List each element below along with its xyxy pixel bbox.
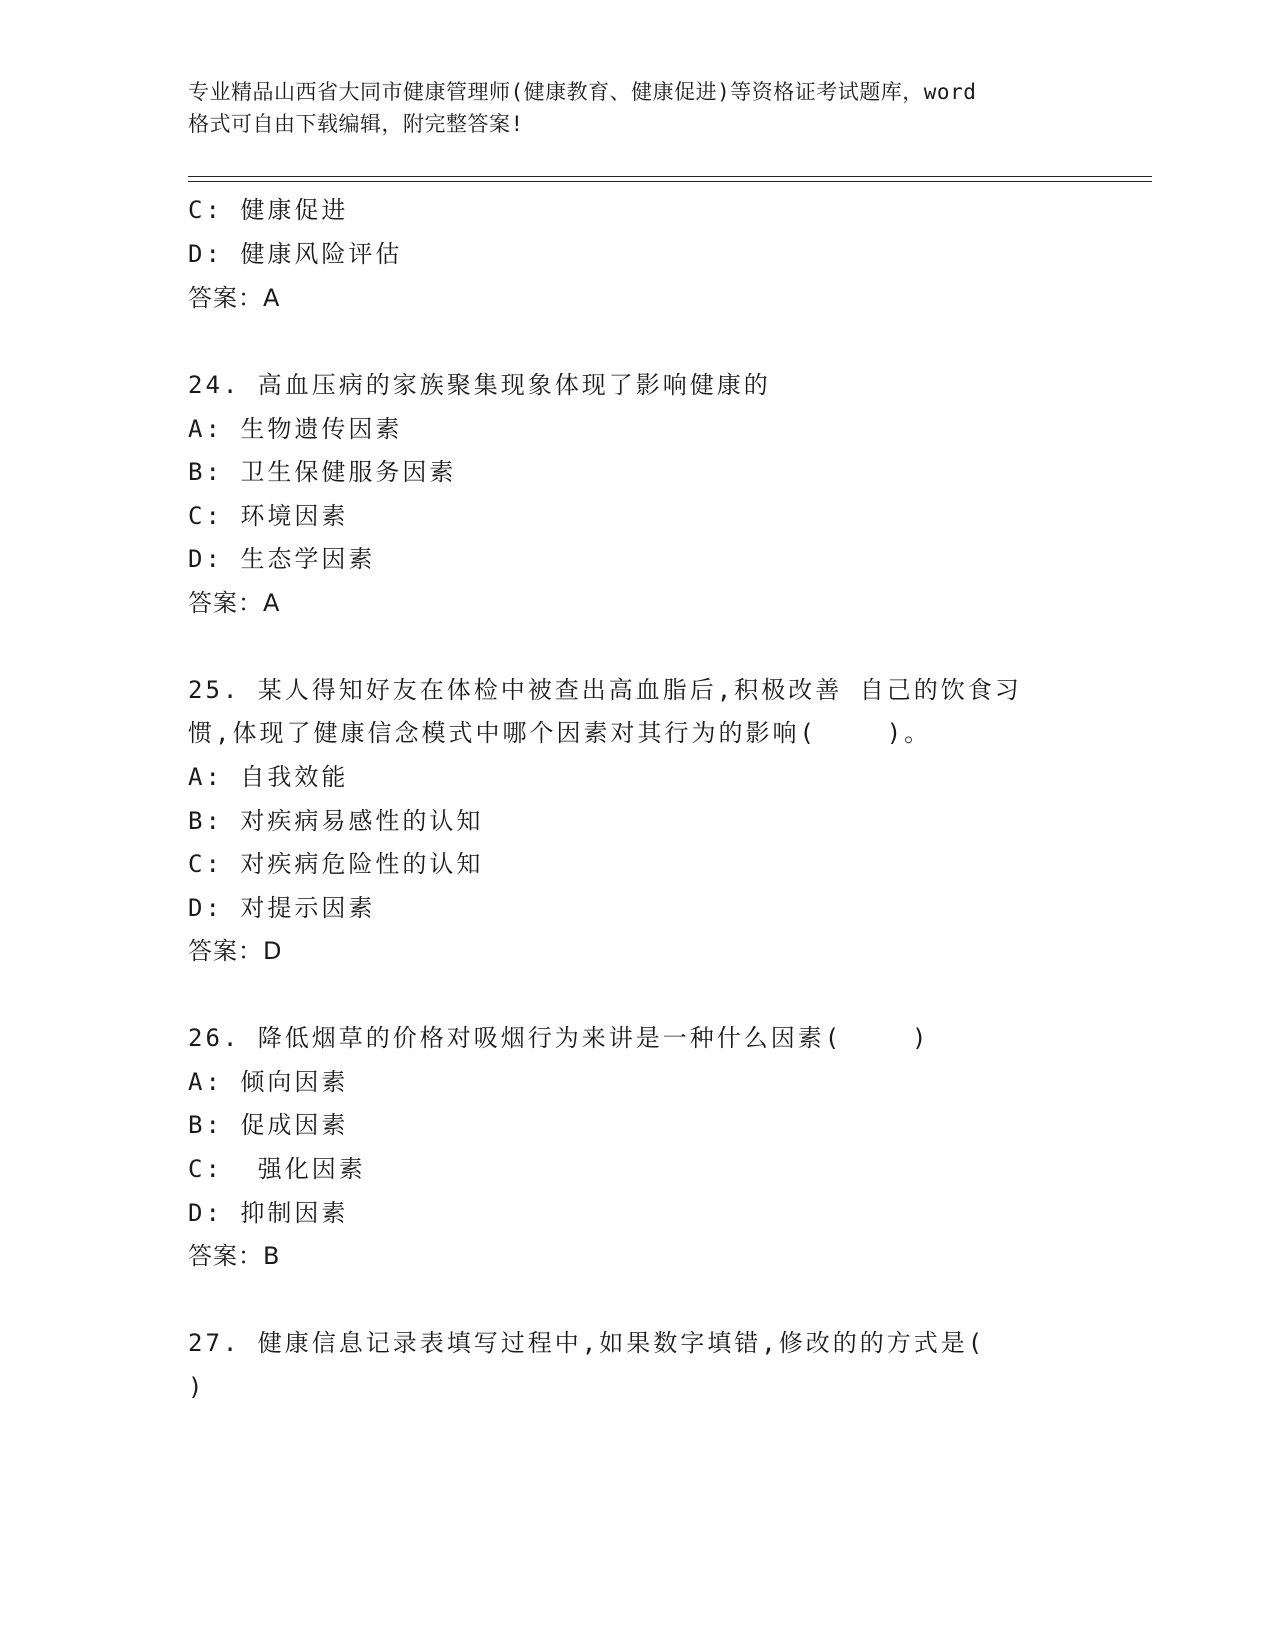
q24-option-a: A: 生物遗传因素	[188, 415, 403, 443]
q24-answer: 答案：A	[188, 589, 281, 617]
q25-stem-line-2: 惯,体现了健康信念模式中哪个因素对其行为的影响( )。	[188, 719, 932, 747]
prev-answer: 答案：A	[188, 284, 281, 312]
q25-option-b: B: 对疾病易感性的认知	[188, 807, 484, 835]
q27-stem-line-1: 27. 健康信息记录表填写过程中,如果数字填错,修改的的方式是(	[188, 1329, 986, 1357]
q24-option-b: B: 卫生保健服务因素	[188, 458, 457, 486]
header-rule-top	[188, 176, 1152, 177]
header-rule-bottom	[188, 181, 1152, 182]
q25-option-d: D: 对提示因素	[188, 894, 376, 922]
q26-answer: 答案：B	[188, 1242, 281, 1270]
q26-stem: 26. 降低烟草的价格对吸烟行为来讲是一种什么因素( )	[188, 1024, 930, 1052]
q25-answer: 答案：D	[188, 937, 283, 965]
q27-stem-line-2: )	[188, 1373, 206, 1401]
q24-option-d: D: 生态学因素	[188, 545, 376, 573]
q25-option-c: C: 对疾病危险性的认知	[188, 850, 484, 878]
document-header	[188, 76, 1088, 140]
header-line-2: 格式可自由下载编辑，附完整答案!	[188, 112, 524, 136]
q26-option-c: C: 强化因素	[188, 1155, 366, 1183]
q26-option-b: B: 促成因素	[188, 1111, 349, 1139]
q26-option-a: A: 倾向因素	[188, 1068, 349, 1096]
q24-option-c: C: 环境因素	[188, 502, 349, 530]
prev-option-c: C: 健康促进	[188, 196, 349, 224]
q25-stem-line-1: 25. 某人得知好友在体检中被查出高血脂后,积极改善 自己的饮食习	[188, 676, 1022, 704]
header-line-1: 专业精品山西省大同市健康管理师(健康教育、健康促进)等资格证考试题库，word	[188, 80, 977, 104]
q24-stem: 24. 高血压病的家族聚集现象体现了影响健康的	[188, 371, 771, 399]
prev-option-d: D: 健康风险评估	[188, 240, 403, 268]
q25-option-a: A: 自我效能	[188, 763, 349, 791]
q26-option-d: D: 抑制因素	[188, 1199, 349, 1227]
